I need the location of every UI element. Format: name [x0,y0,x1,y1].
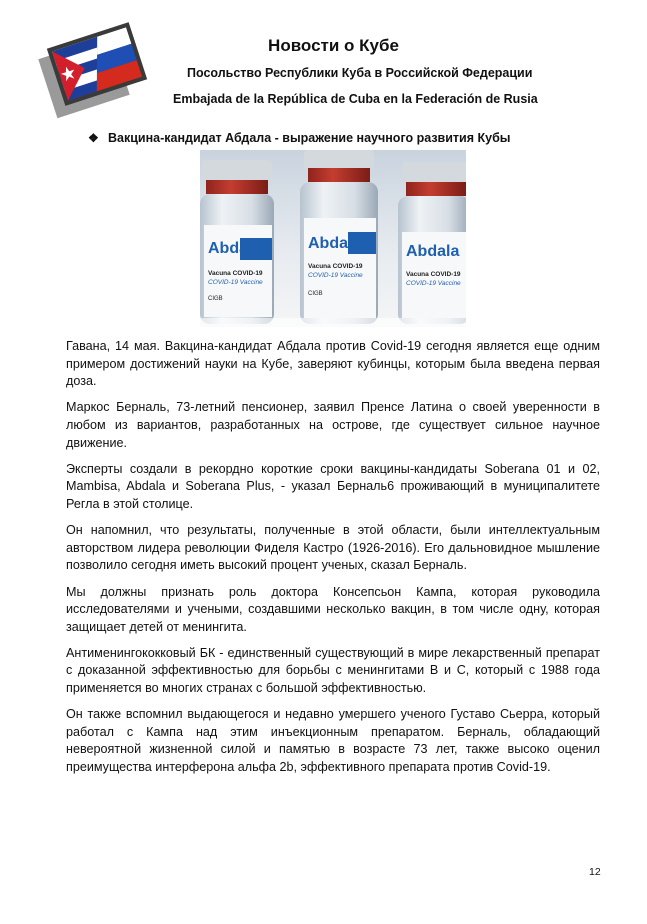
embassy-name-spanish: Embajada de la República de Cuba en la Federación de Rusia [173,92,538,106]
svg-text:Vacuna COVID-19: Vacuna COVID-19 [208,270,263,277]
vial-center [300,150,378,324]
article-heading [88,131,510,145]
svg-text:CIGB: CIGB [308,291,323,297]
svg-text:Vacuna COVID-19: Vacuna COVID-19 [308,263,363,270]
embassy-name-russian: Посольство Республики Куба в Российской Федерации [187,66,533,80]
svg-text:Vacuna COVID-19: Vacuna COVID-19 [406,271,461,278]
article-paragraph: Маркос Берналь, 73-летний пенсионер, заявил Пренсе Латина о своей уверенности в любом из вариантов, разработанных на острове, где существует сильное научное движение. [66,400,600,450]
svg-text:COVID-19 Vaccine: COVID-19 Vaccine [208,279,263,286]
vaccine-vials-photo [200,150,466,327]
article-paragraph: Антименингококковый БК - единственный существующий в мире лекарственный препарат с доказанной эффективностью для борьбы с менингитами В и С, который с 1988 года применяется во многих странах с большой эффективностью. [66,645,600,696]
svg-text:COVID-19 Vaccine: COVID-19 Vaccine [406,280,461,287]
newsletter-title: Новости о Кубе [268,36,399,55]
flag-frame [47,22,147,106]
article-paragraph: Он напомнил, что результаты, полученные в этой области, были интеллектуальным авторством лидера революции Фиделя Кастро (1926-2016). Его дальновидное мышление позволило сегодня иметь высокий процент ученых, сказал Берналь. [66,523,600,573]
article-paragraph: Мы должны признать роль доктора Консепсьон Кампа, которая руководила исследователями и учеными, создавшими несколько вакцин, в том числе одну, которая защищает детей от менингита. [66,584,600,634]
article-heading-text: Вакцина-кандидат Абдала - выражение научного развития Кубы [108,131,511,145]
vial-left [200,160,274,324]
svg-text:CIGB: CIGB [208,296,223,302]
svg-text:Abdala: Abdala [406,243,460,260]
article-paragraph: Он также вспомнил выдающегося и недавно умершего ученого Густаво Сьерра, который работал с Кампа над этим инъекционным препаратом. Берналь, обладающий невероятной жизненной силой и памятью в возрасте 73 лет, также высоко оценил преимущества интерферона альфа 2b, эффективного препарата против Covid-19. [66,707,600,775]
svg-text:COVID-19 Vaccine: COVID-19 Vaccine [308,272,363,279]
svg-text:Abdala: Abdala [308,235,362,252]
article-paragraph: Гавана, 14 мая. Вакцина-кандидат Абдала против Covid-19 сегодня является еще одним примером достижений науки на Кубе, заверяют кубинцы, которым была введена первая доза. [66,339,600,389]
vial-right [398,162,466,324]
diamond-bullet-icon: ❖ [88,131,99,145]
vaccine-vials-image [200,150,466,327]
article-body [66,338,600,785]
article-paragraph: Эксперты создали в рекордно короткие сроки вакцины-кандидаты Soberana 01 и 02, Mambisa, Abdala и Soberana Plus, - указал Берналь6 проживающий в муниципалитете Регла в этой столице. [66,461,600,511]
svg-text:Abdala: Abdala [208,240,262,257]
page-number: 12 [589,866,601,878]
